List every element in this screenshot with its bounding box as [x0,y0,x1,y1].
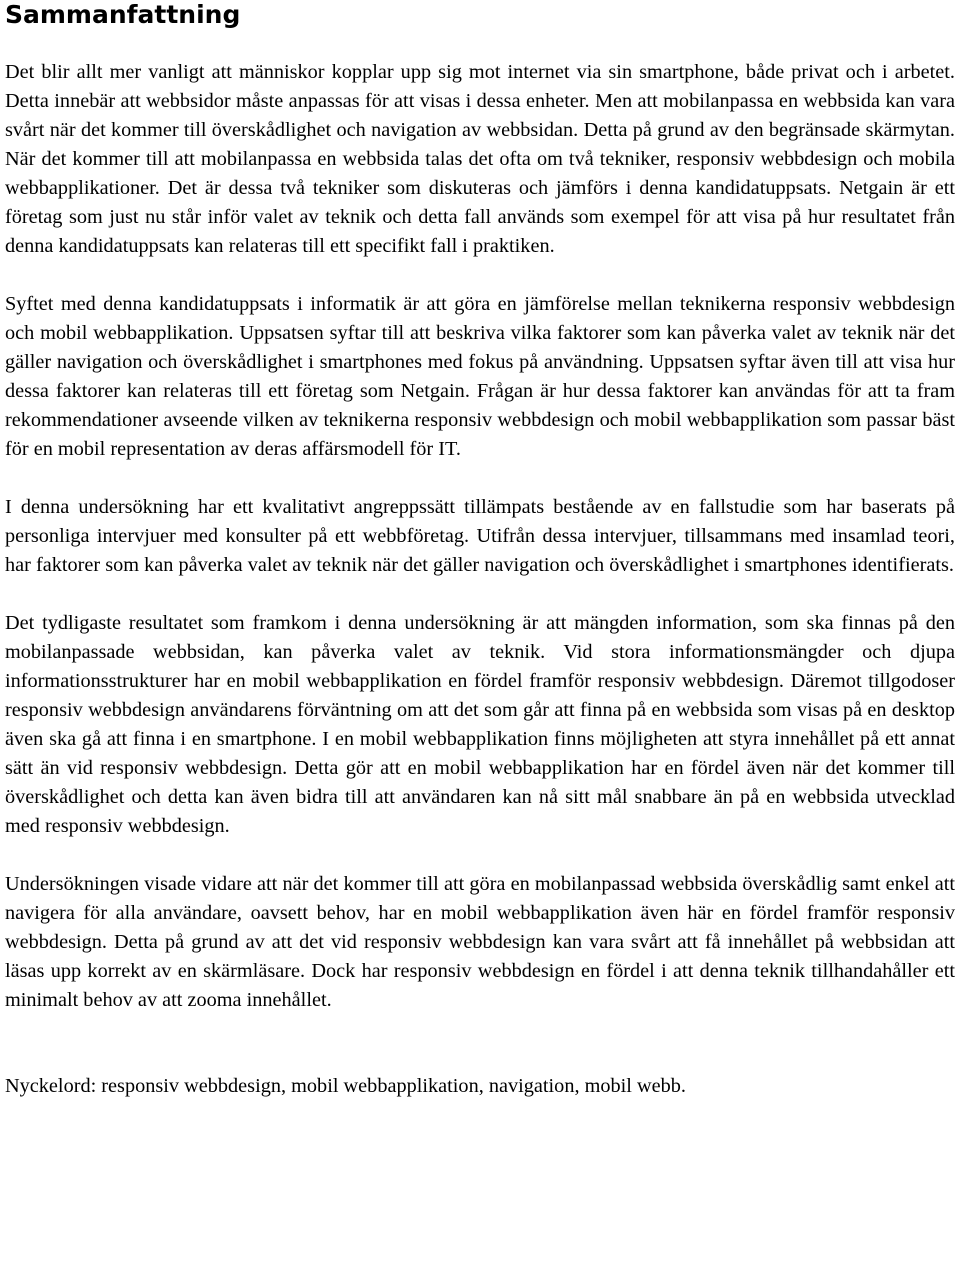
keywords-line: Nyckelord: responsiv webbdesign, mobil webbapplikation, navigation, mobil webb. [5,1075,686,1097]
paragraph-method: I denna undersökning har ett kvalitativt angreppssätt tillämpats bestående av en fallstudie som har baserats på personliga intervjuer med konsulter på ett webbföretag. Utifrån dessa intervjuer, tillsammans med insamlad teori, har faktorer som kan påverka valet av teknik när det gäller navigation och överskådlighet i smartphones identifierats. [5,496,955,576]
paragraph-background: Det blir allt mer vanligt att människor kopplar upp sig mot internet via sin smartphone, både privat och i arbetet. Detta innebär att webbsidor måste anpassas för att visas i dessa enheter. Men att mobilanpassa en webbsida kan vara svårt när det kommer till överskådlighet och navigation av webbsidan. Detta på grund av den begränsade skärmytan. När det kommer till att mobilanpassa en webbsida talas det ofta om två tekniker, responsiv webbdesign och mobila webbapplikationer. Det är dessa två tekniker som diskuteras och jämförs i denna kandidatuppsats. Netgain är ett företag som just nu står inför valet av teknik och detta fall används som exempel för att visa på hur resultatet från denna kandidatuppsats kan relateras till ett specifikt fall i praktiken. [5,61,955,257]
paragraph-purpose: Syftet med denna kandidatuppsats i informatik är att göra en jämförelse mellan teknikerna responsiv webbdesign och mobil webbapplikation. Uppsatsen syftar till att beskriva vilka faktorer som kan påverka valet av teknik när det gäller navigation och överskådlighet i smartphones med fokus på användning. Uppsatsen syftar även till att visa hur dessa faktorer kan relateras till ett företag som Netgain. Frågan är hur dessa faktorer kan användas för att ta fram rekommendationer avseende vilken av teknikerna responsiv webbdesign och mobil webbapplikation som passar bäst för en mobil representation av deras affärsmodell för IT. [5,293,955,460]
paragraph-results: Det tydligaste resultatet som framkom i denna undersökning är att mängden information, som ska finnas på den mobilanpassade webbsidan, kan påverka valet av teknik. Vid stora informationsmängder och djupa informationsstrukturer har en mobil webbapplikation en fördel framför responsiv webbdesign. Däremot tillgodoser responsiv webbdesign användarens förväntning om att det som går att finna på en webbsida som visas på en desktop även ska gå att finna i en smartphone. I en mobil webbapplikation finns möjligheten att styra innehållet på ett annat sätt än vid responsiv webbdesign. Detta gör att en mobil webbapplikation har en fördel även när det kommer till överskådlighet och detta kan även bidra till att användaren kan nå sitt mål snabbare än på en webbsida utvecklad med responsiv webbdesign. [5,612,955,837]
page-title: Sammanfattning [5,0,241,29]
paragraph-accessibility: Undersökningen visade vidare att när det kommer till att göra en mobilanpassad webbsida överskådlig samt enkel att navigera för alla användare, oavsett behov, har en mobil webbapplikation även här en fördel framför responsiv webbdesign. Detta på grund av att det vid responsiv webbdesign kan vara svårt att få innehållet på webbsidan att läsas upp korrekt av en skärmläsare. Dock har responsiv webbdesign en fördel i att denna teknik tillhandahåller ett minimalt behov av att zooma innehållet. [5,873,955,1011]
document-page [5,0,955,1101]
